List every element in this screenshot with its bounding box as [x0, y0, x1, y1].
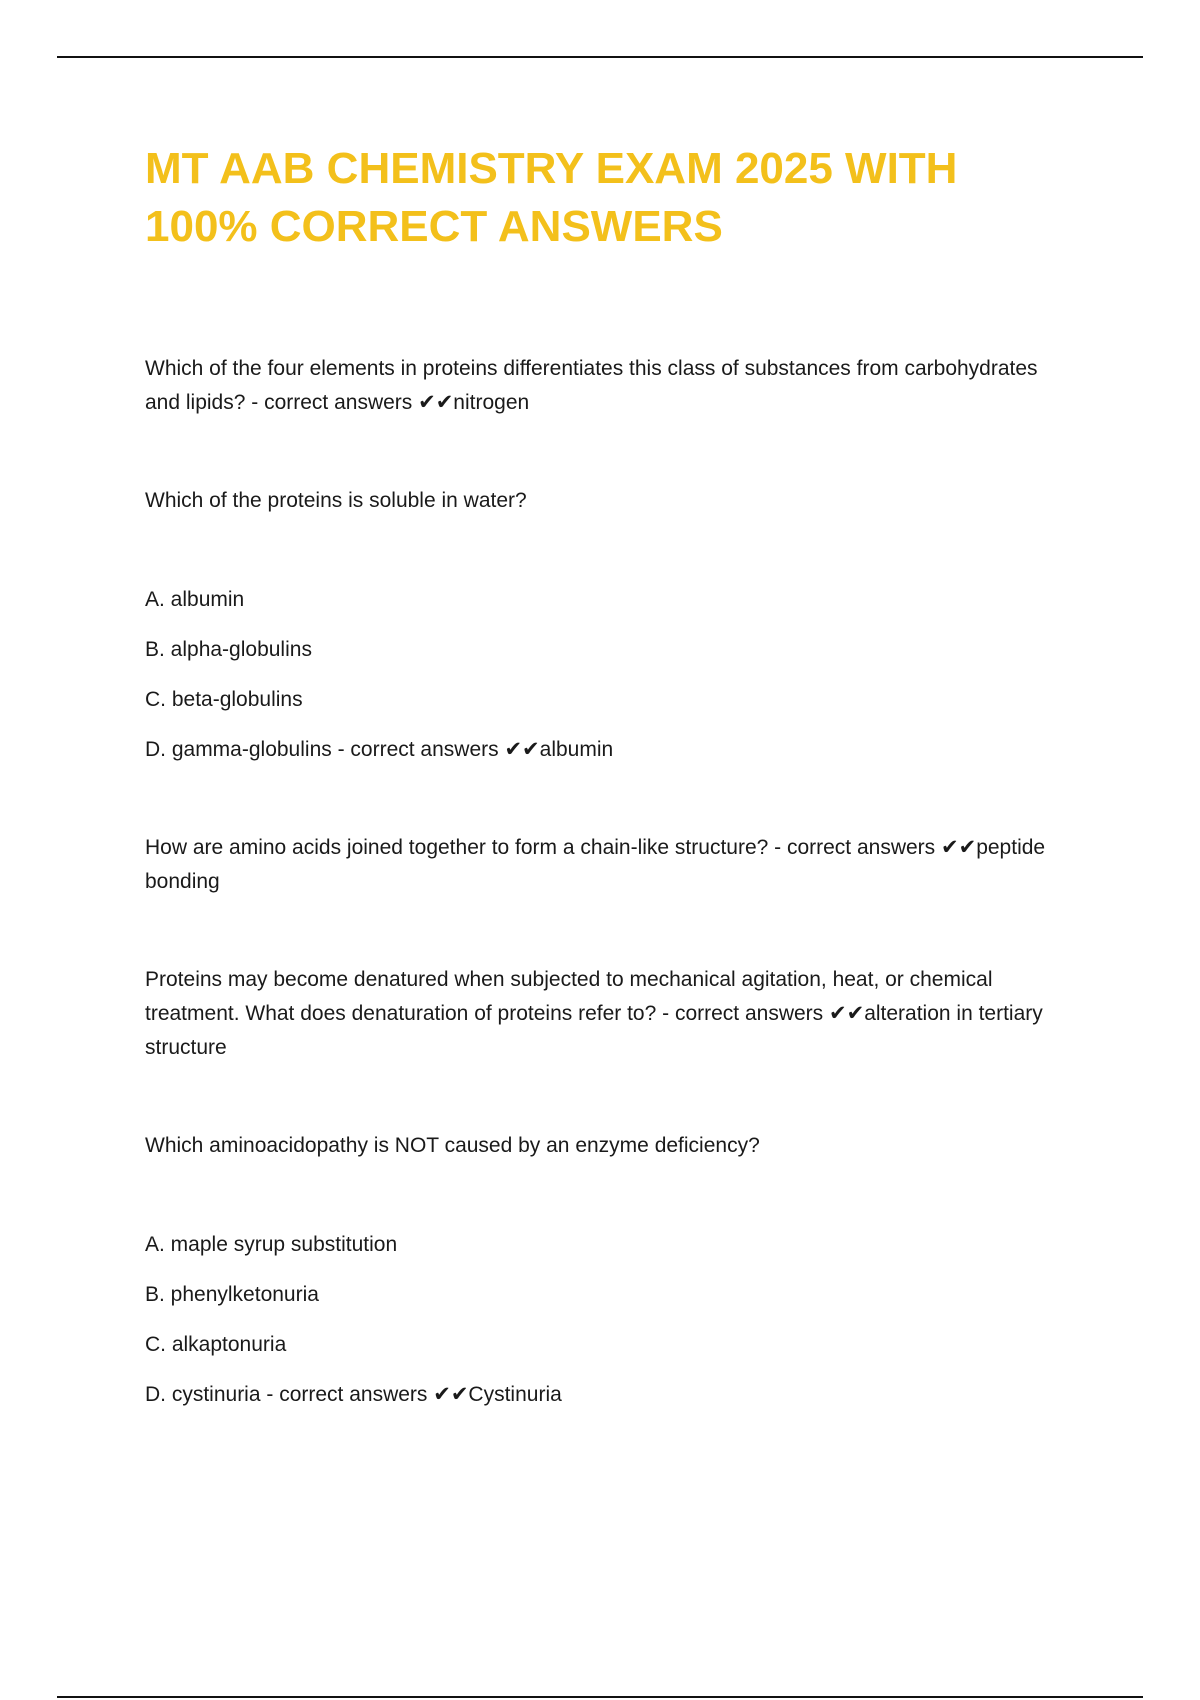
option-5a: A. maple syrup substitution [145, 1233, 398, 1256]
option-5c: C. alkaptonuria [145, 1333, 287, 1356]
document-content [145, 140, 1065, 1412]
option-2d: D. gamma-globulins - correct answers ✔✔albumin [145, 738, 614, 761]
document-title: MT AAB CHEMISTRY EXAM 2025 WITH 100% CORRECT ANSWERS [145, 144, 958, 251]
bottom-rule [57, 1696, 1143, 1698]
top-rule [57, 56, 1143, 58]
question-5: Which aminoacidopathy is NOT caused by an enzyme deficiency? [145, 1134, 760, 1157]
qa-item-3: How are amino acids joined together to form a chain-like structure? - correct answers ✔✔peptide bonding [145, 836, 1046, 893]
question-2: Which of the proteins is soluble in water? [145, 489, 527, 512]
qa-item-4: Proteins may become denatured when subjected to mechanical agitation, heat, or chemical treatment. What does denaturation of proteins refer to? - correct answers ✔✔alteration in tertiary structure [145, 968, 1043, 1059]
option-2a: A. albumin [145, 588, 245, 611]
options-list-5 [145, 1228, 1065, 1412]
option-2c: C. beta-globulins [145, 688, 303, 711]
qa-item-1: Which of the four elements in proteins differentiates this class of substances from carbohydrates and lipids? - correct answers ✔✔nitrogen [145, 357, 1038, 414]
options-list-2 [145, 583, 1065, 767]
option-5d: D. cystinuria - correct answers ✔✔Cystinuria [145, 1383, 562, 1406]
option-5b: B. phenylketonuria [145, 1283, 319, 1306]
option-2b: B. alpha-globulins [145, 638, 312, 661]
